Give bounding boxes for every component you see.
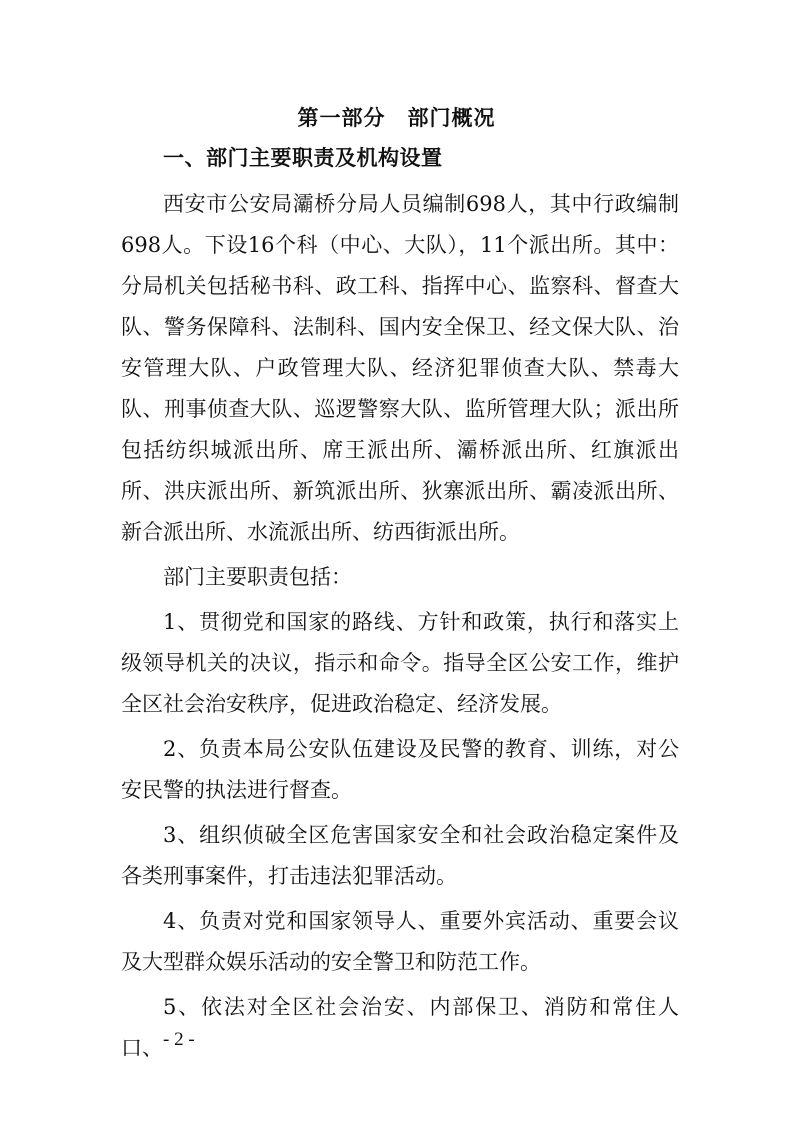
page-number: - 2 - bbox=[163, 1029, 195, 1050]
paragraph-staffing-structure: 西安市公安局灞桥分局人员编制698人，其中行政编制698人。下设16个科（中心、大队），11个派出所。其中：分局机关包括秘书科、政工科、指挥中心、监察科、督查大队、警务保障科、法制科、国内安全保卫、经文保大队、治安管理大队、户政管理大队、经济犯罪侦查大队、禁毒大队、刑事侦查大队、巡逻警察大队、监所管理大队；派出所包括纺织城派出所、席王派出所、灞桥派出所、红旗派出所、洪庆派出所、新筑派出所、狄寨派出所、霸凌派出所、新合派出所、水流派出所、纺西街派出所。 bbox=[121, 192, 679, 544]
paragraph-duty-2: 2、负责本局公安队伍建设及民警的教育、训练，对公安民警的执法进行督查。 bbox=[121, 737, 679, 802]
paragraph-duty-1: 1、贯彻党和国家的路线、方针和政策，执行和落实上级领导机关的决议，指示和命令。指导全区公安工作，维护全区社会治安秩序，促进政治稳定、经济发展。 bbox=[121, 610, 679, 716]
paragraph-duties-intro: 部门主要职责包括： bbox=[163, 565, 352, 589]
section-heading: 一、部门主要职责及机构设置 bbox=[163, 146, 443, 170]
paragraph-duty-5: 5、依法对全区社会治安、内部保卫、消防和常住人口、 bbox=[121, 995, 679, 1060]
paragraph-duty-3: 3、组织侦破全区危害国家安全和社会政治稳定案件及各类刑事案件，打击违法犯罪活动。 bbox=[121, 823, 679, 888]
paragraph-duty-4: 4、负责对党和国家领导人、重要外宾活动、重要会议及大型群众娱乐活动的安全警卫和防范工作。 bbox=[121, 909, 679, 974]
part-title: 第一部分 部门概况 bbox=[297, 106, 496, 130]
body-text bbox=[121, 184, 679, 1073]
